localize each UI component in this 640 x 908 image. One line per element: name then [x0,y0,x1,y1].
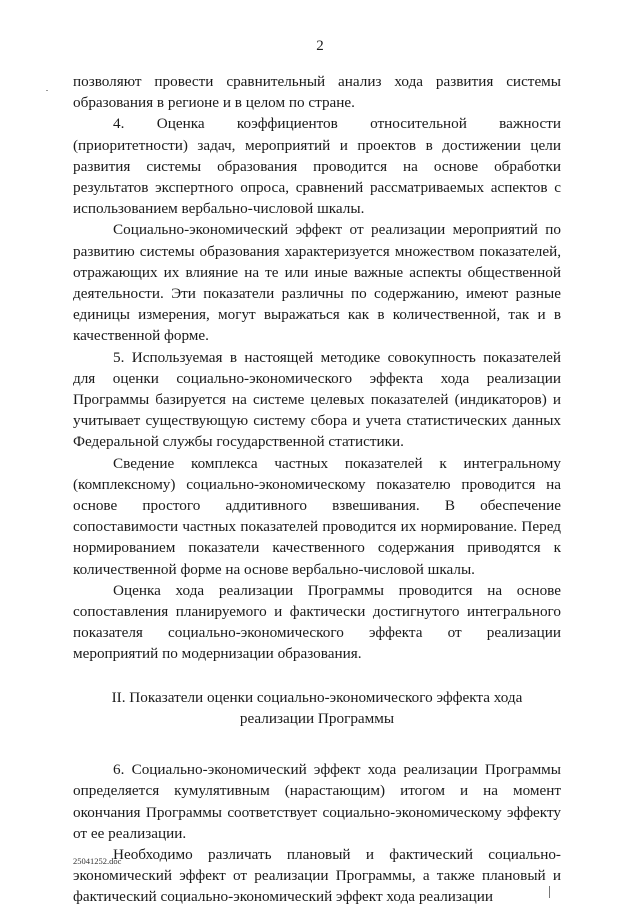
paragraph-social-effect: Социально-экономический эффект от реализации мероприятий по развитию системы образования характеризуется множеством показателей, отражающих их влияние на те или иные важные аспекты общественной деятельности. Эти показатели различны по содержанию, имеют разные единицы измерения, могут выражаться как в количественной, так и в качественной форме. [73,221,561,345]
paragraph-item-6: 6. Социально-экономический эффект хода реализации Программы определяется кумулятивным (нарастающим) итогом и на момент окончания Программы соответствует социально-экономическому эффекту от ее реализации. [73,761,561,842]
document-body [73,71,561,908]
paragraph-item-4: 4. Оценка коэффициентов относительной важности (приоритетности) задач, мероприятий и проектов в достижении цели развития системы образования проводится на основе обработки результатов экспертного опроса, сравнений рассматриваемых аспектов с использованием вербально-числовой шкалы. [73,115,561,218]
section-heading [73,687,561,729]
section-heading-line-1: II. Показатели оценки социально-экономического эффекта хода [111,688,523,706]
paragraph-item-5: 5. Используемая в настоящей методике совокупность показателей для оценки социально-экономического эффекта хода реализации Программы базируется на системе целевых показателей (индикаторов) и учитывает существующую систему сбора и учета статистических данных Федеральной службы государственной статистики. [73,348,561,451]
page-number: 2 [316,38,324,54]
paragraph-plan-vs-actual: Необходимо различать плановый и фактический социально-экономический эффект от реализации Программы, а также плановый и фактический социально-экономический эффект хода реализации [73,845,561,906]
paragraph-evaluation: Оценка хода реализации Программы проводится на основе сопоставления планируемого и фактически достигнутого интегрального показателя социально-экономического эффекта от реализации мероприятий по модернизации образования. [73,581,561,663]
section-heading-line-2: реализации Программы [239,709,395,727]
scan-speck [46,90,48,91]
footer-filename: 25041252.doc [73,856,122,866]
paragraph-aggregation: Сведение комплекса частных показателей к интегральному (комплексному) социально-экономическому показателю проводится на основе простого аддитивного взвешивания. В обеспечение сопоставимости частных показателей проводится их нормирование. Перед нормированием показатели качественного содержания приводятся к количественной форме на основе вербально-числовой шкалы. [73,454,561,578]
paragraph-continuation: позволяют провести сравнительный анализ хода развития системы образования в регионе и в целом по стране. [73,73,561,112]
scan-corner-mark [549,886,550,898]
